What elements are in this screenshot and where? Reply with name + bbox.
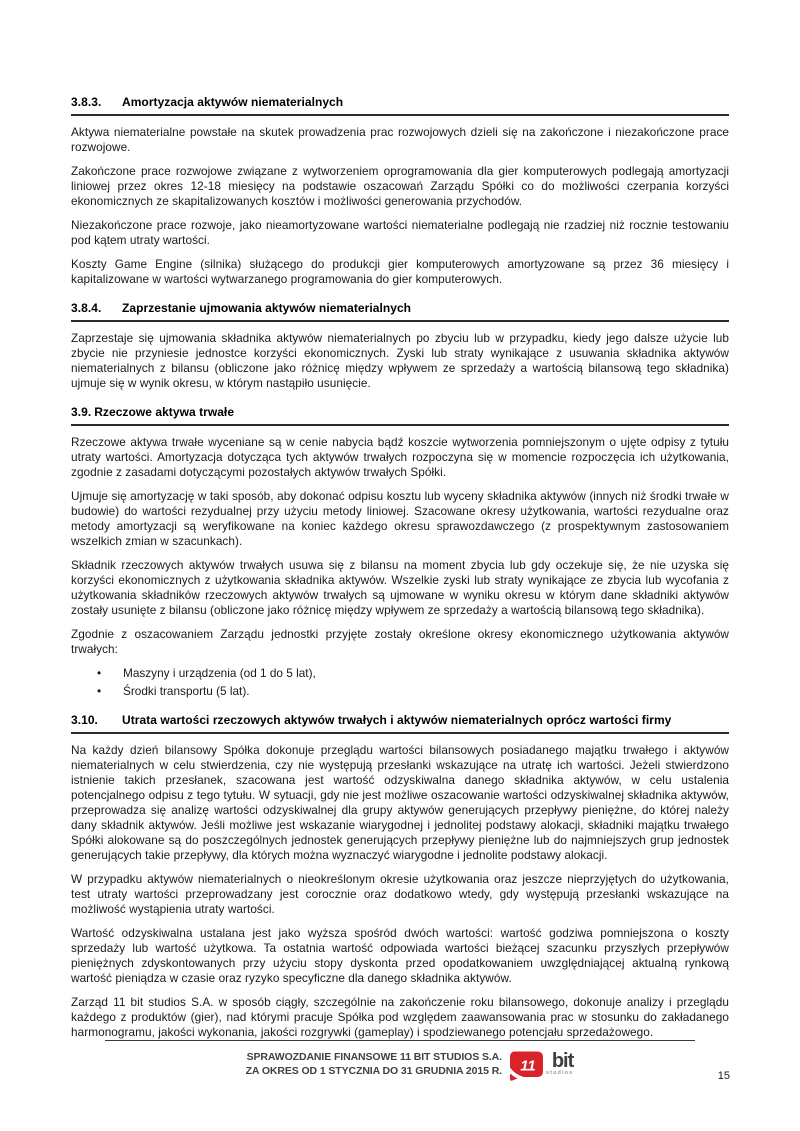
paragraph: Zgodnie z oszacowaniem Zarządu jednostki przyjęte zostały określone okresy ekonomicznego użytkowania aktywów trwałych: [71, 627, 729, 656]
section-title: Utrata wartości rzeczowych aktywów trwałych i aktywów niematerialnych oprócz wartości firmy [122, 713, 672, 727]
paragraph: W przypadku aktywów niematerialnych o nieokreślonym okresie użytkowania oraz jeszcze nieprzyjętych do użytkowania, test utraty wartości przeprowadzany jest corocznie oraz dodatkowo wtedy, gdy występują przesłanki wskazujące na możliwość wystąpienia utraty wartości. [71, 872, 729, 916]
footer-report-title [246, 1051, 502, 1078]
footer-line-1: SPRAWOZDANIE FINANSOWE 11 BIT STUDIOS S.A. [246, 1051, 502, 1063]
paragraph: Zarząd 11 bit studios S.A. w sposób ciągły, szczególnie na zakończenie roku bilansowego, dokonuje analizy i przeglądu każdego z produktów (gier), nad którymi pracuje Spółka pod względem zaawansowania prac w stosunku do zakładanego harmonogramu, jakości wykonania, jakości rozgrywki (gameplay) i spodziewanego potencjału sprzedażowego. [71, 995, 729, 1039]
footer-divider [105, 1040, 695, 1041]
section-heading [71, 713, 729, 734]
section-title: Zaprzestanie ujmowania aktywów niematerialnych [122, 301, 412, 315]
useful-life-list [71, 666, 729, 699]
paragraph: Zaprzestaje się ujmowania składnika aktywów niematerialnych po zbyciu lub w przypadku, kiedy jego dalsze użycie lub zbycie nie przyniesie jednostce korzyści ekonomicznych. Zyski lub straty wynikające z usuwania składnika aktywów niematerialnych z bilansu (obliczone jako różnicę między wpływem ze sprzedaży a wartością bilansową tego składnika) ujmuje się w wynik okresu, w którym nastąpiło usunięcie. [71, 331, 729, 390]
section-title: Amortyzacja aktywów niematerialnych [122, 95, 344, 109]
section-number: 3.9. [71, 405, 92, 419]
section-heading [71, 405, 729, 426]
paragraph: Niezakończone prace rozwoje, jako nieamortyzowane wartości niematerialne podlegają nie rzadziej niż rocznie testowaniu pod kątem utraty wartości. [71, 218, 729, 247]
section-rzeczowe-aktywa-trwale [71, 405, 729, 699]
company-logo [508, 1051, 573, 1083]
list-item: • Środki transportu (5 lat). [71, 684, 729, 699]
paragraph: Ujmuje się amortyzację w taki sposób, aby dokonać odpisu kosztu lub wyceny składnika aktywów (innych niż środki trwałe w budowie) do wartości rezydualnej przy użyciu metody liniowej. Szacowane okresy użytkowania, wartości rezydualne oraz metody amortyzacji są weryfikowane na koniec każdego okresu sprawozdawczego (z prospektywnym zastosowaniem wszelkich zmian w szacunkach). [71, 489, 729, 548]
list-item: • Maszyny i urządzenia (od 1 do 5 lat), [71, 666, 729, 681]
section-title: Rzeczowe aktywa trwałe [94, 405, 235, 419]
svg-text:11: 11 [520, 1057, 536, 1075]
section-utrata-wartosci [71, 713, 729, 1040]
page-number: 15 [717, 1070, 730, 1082]
paragraph: Koszty Game Engine (silnika) służącego do produkcji gier komputerowych amortyzowane są przez 36 miesięcy i kapitalizowane w wartości wytwarzanego programowania do gier komputerowych. [71, 257, 729, 286]
section-amortyzacja-aktywow-niematerialnych [71, 95, 729, 287]
paragraph: Aktywa niematerialne powstałe na skutek prowadzenia prac rozwojowych dzieli się na zakończone i niezakończone prace rozwojowe. [71, 125, 729, 154]
section-heading [71, 95, 729, 116]
section-number: 3.10. [71, 713, 98, 727]
paragraph: Składnik rzeczowych aktywów trwałych usuwa się z bilansu na moment zbycia lub gdy oczekuje się, że nie uzyska się korzyści ekonomicznych z użytkowania składnika aktywów. Wszelkie zyski lub straty wynikające ze zbycia lub wycofania z użytkowania składników rzeczowych aktywów trwałych są ujmowane w wyniku okresu w którym dane składniki aktywów zostały usunięte z bilansu (obliczone jako różnicę między wpływem ze sprzedaży a wartością bilansową tego składnika). [71, 558, 729, 617]
section-number: 3.8.3. [71, 95, 102, 109]
paragraph: Zakończone prace rozwojowe związane z wytworzeniem oprogramowania dla gier komputerowych podlegają amortyzacji liniowej przez okres 12-18 miesięcy na podstawie oszacowań Zarządu Spółki co do możliwości czerpania korzyści ekonomicznych ze skapitalizowanych kosztów i możliwości generowania przychodów. [71, 164, 729, 208]
logo-11-icon [508, 1051, 544, 1083]
paragraph: Na każdy dzień bilansowy Spółka dokonuje przeglądu wartości bilansowych posiadanego majątku trwałego i aktywów niematerialnych w celu stwierdzenia, czy nie występują przesłanki wskazujące na utratę ich wartości. Jeżeli stwierdzono istnienie takich przesłanek, szacowana jest wartość odzyskiwalna danego składnika aktywów, w celu ustalenia potencjalnego odpisu z tego tytułu. W sytuacji, gdy nie jest możliwe oszacowanie wartości odzyskiwalnej składnika aktywów, przeprowadza się analizę wartości odzyskiwalnej dla grupy aktywów generujących przepływy pieniężne, do której należy dany składnik aktywów. Jeśli możliwe jest wskazanie wiarygodnej i jednolitej podstawy alokacji, składniki majątku trwałego Spółki alokowane są do poszczególnych jednostek generujących przepływy pieniężne lub do najmniejszych grup jednostek generujących takie przepływy, dla których można wyznaczyć wiarygodne i jednolite podstawy alokacji. [71, 743, 729, 862]
logo-bit-text: bit [551, 1050, 574, 1072]
logo-wordmark [546, 1050, 574, 1076]
document-content [71, 95, 729, 1049]
section-zaprzestanie-ujmowania [71, 301, 729, 391]
section-heading [71, 301, 729, 322]
section-number: 3.8.4. [71, 301, 102, 315]
paragraph: Wartość odzyskiwalna ustalana jest jako wyższa spośród dwóch wartości: wartość godziwa pomniejszona o koszty sprzedaży lub wartość użytkowa. Ta ostatnia wartość odpowiada wartości bieżącej szacunku przyszłych przepływów pieniężnych zdyskontowanych przy użyciu stopy dyskonta przed opodatkowaniem uwzględniającej aktualną rynkową wartość pieniądza w czasie oraz ryzyko specyficzne dla danego składnika aktywów. [71, 926, 729, 985]
paragraph: Rzeczowe aktywa trwałe wyceniane są w cenie nabycia bądź koszcie wytworzenia pomniejszonym o ujęte odpisy z tytułu utraty wartości. Amortyzacja dotycząca tych aktywów trwałych rozpoczyna się w momencie rozpoczęcia ich użytkowania, zgodnie z zasadami dotyczącymi pozostałych aktywów trwałych Spółki. [71, 435, 729, 479]
logo-studios-text: studios [546, 1070, 574, 1076]
footer-line-2: ZA OKRES OD 1 STYCZNIA DO 31 GRUDNIA 2015 R. [245, 1064, 502, 1077]
